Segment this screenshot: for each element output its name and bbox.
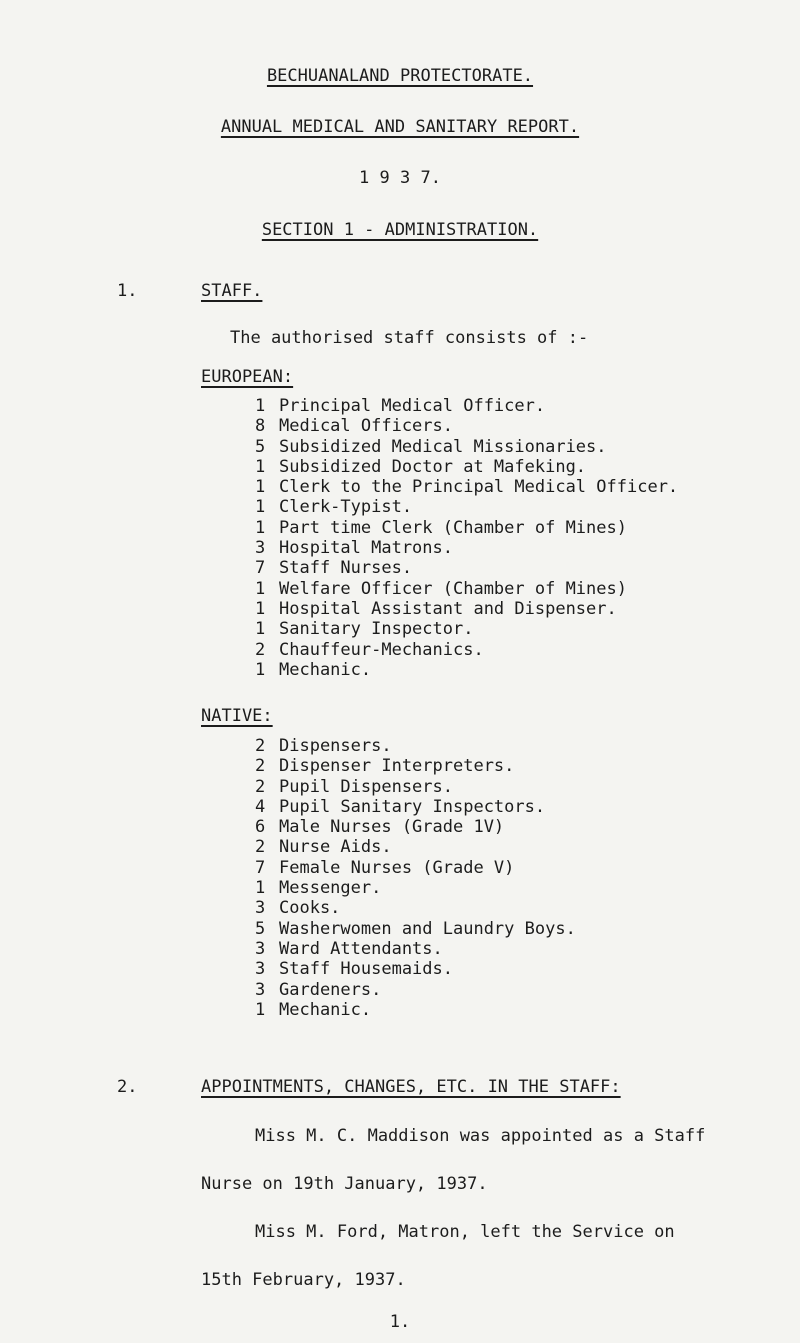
list-item: 2 Nurse Aids. <box>255 837 392 858</box>
appointment-paragraph-line: Miss M. C. Maddison was appointed as a Staff <box>255 1126 706 1146</box>
list-item: 7 Staff Nurses. <box>255 558 413 579</box>
european-staff-list <box>255 396 678 680</box>
european-heading: EUROPEAN: <box>201 367 294 387</box>
list-item: 5 Subsidized Medical Missionaries. <box>255 436 607 457</box>
list-item: 3 Cooks. <box>255 898 341 919</box>
list-item: 3 Staff Housemaids. <box>255 959 453 980</box>
list-item: 1 Mechanic. <box>255 659 372 680</box>
list-item: 7 Female Nurses (Grade V) <box>255 857 515 878</box>
list-item: 1 Clerk-Typist. <box>255 497 413 518</box>
list-item: 2 Chauffeur-Mechanics. <box>255 639 484 660</box>
list-item: 1 Part time Clerk (Chamber of Mines) <box>255 517 627 538</box>
staff-intro: The authorised staff consists of :- <box>230 328 589 348</box>
list-item: 3 Gardeners. <box>255 979 382 1000</box>
list-item: 1 Mechanic. <box>255 999 372 1020</box>
list-item: 1 Hospital Assistant and Dispenser. <box>255 598 617 619</box>
list-item: 1 Welfare Officer (Chamber of Mines) <box>255 578 627 599</box>
staff-section-number: 1. <box>117 281 138 301</box>
list-item: 1 Sanitary Inspector. <box>255 619 474 640</box>
list-item: 2 Dispensers. <box>255 736 392 756</box>
list-item: 2 Dispenser Interpreters. <box>255 756 515 777</box>
list-item: 1 Principal Medical Officer. <box>255 396 546 416</box>
list-item: 5 Washerwomen and Laundry Boys. <box>255 918 576 939</box>
departure-paragraph-line: 15th February, 1937. <box>201 1270 406 1290</box>
list-item: 1 Subsidized Doctor at Mafeking. <box>255 456 587 477</box>
section-title: SECTION 1 - ADMINISTRATION. <box>261 220 539 240</box>
list-item: 2 Pupil Dispensers. <box>255 776 453 797</box>
native-heading: NATIVE: <box>201 706 273 726</box>
protectorate-title: BECHUANALAND PROTECTORATE. <box>266 66 534 86</box>
appointments-section-number: 2. <box>117 1077 138 1097</box>
list-item: 8 Medical Officers. <box>255 416 453 437</box>
list-item: 4 Pupil Sanitary Inspectors. <box>255 796 546 817</box>
list-item: 1 Clerk to the Principal Medical Officer. <box>255 477 679 498</box>
native-staff-list <box>255 736 576 1020</box>
staff-heading: STAFF. <box>201 281 263 301</box>
list-item: 3 Ward Attendants. <box>255 938 443 959</box>
report-year: 1 9 3 7. <box>359 168 441 188</box>
report-title: ANNUAL MEDICAL AND SANITARY REPORT. <box>220 117 580 137</box>
appointment-paragraph-line: Nurse on 19th January, 1937. <box>201 1174 488 1194</box>
list-item: 1 Messenger. <box>255 878 382 899</box>
appointments-heading: APPOINTMENTS, CHANGES, ETC. IN THE STAFF: <box>201 1077 621 1097</box>
page-number: 1. <box>389 1312 411 1332</box>
list-item: 6 Male Nurses (Grade 1V) <box>255 817 505 838</box>
list-item: 3 Hospital Matrons. <box>255 538 453 559</box>
departure-paragraph-line: Miss M. Ford, Matron, left the Service on <box>255 1222 675 1242</box>
